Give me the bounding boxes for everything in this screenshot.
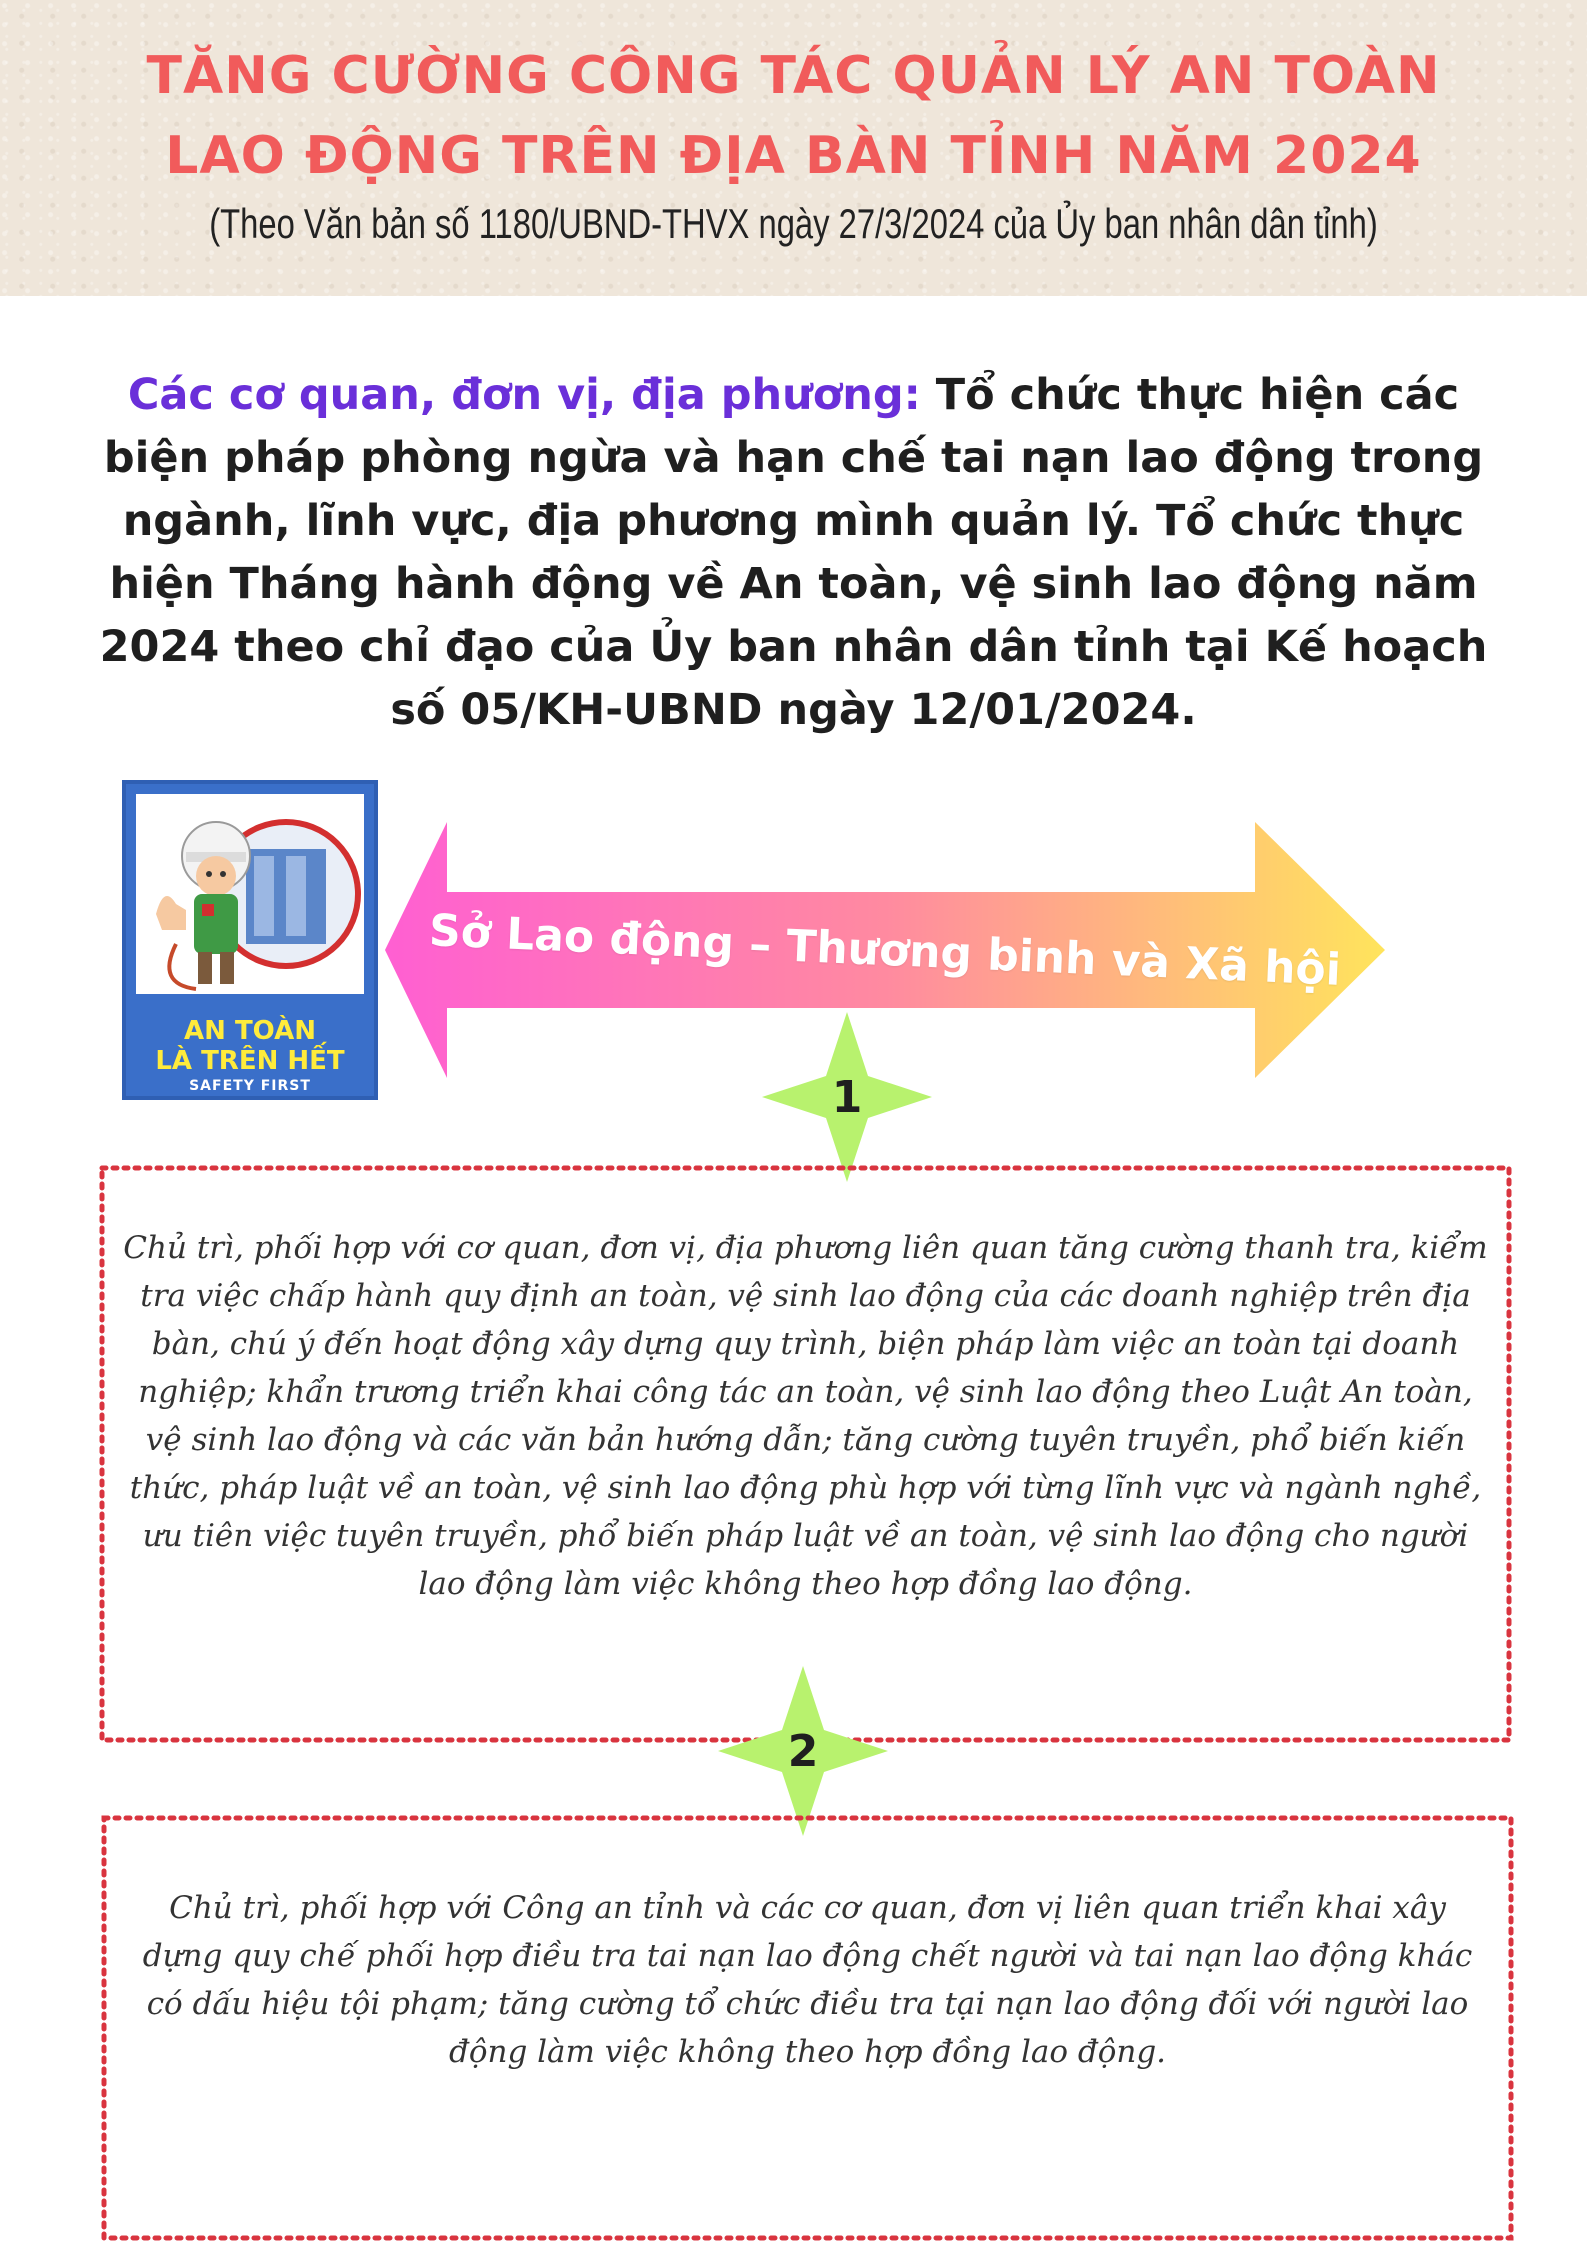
intro-paragraph	[80, 364, 1507, 742]
number-2: 2	[787, 1725, 819, 1777]
number-badge-2	[718, 1666, 888, 1836]
number-1: 1	[831, 1071, 863, 1123]
logo-text-safety-first: SAFETY FIRST	[189, 1078, 311, 1094]
intro-body: Tổ chức thực hiện các biện pháp phòng ngừa và hạn chế tai nạn lao động trong ngành, lĩnh vực, địa phương mình quản lý. Tổ chức thực hiện Tháng hành động về An toàn, vệ sinh lao động năm 2024 theo chỉ đạo của Ủy ban nhân dân tỉnh tại Kế hoạch số 05/KH-UBND ngày 12/01/2024.	[99, 370, 1488, 735]
item-box-1	[98, 1164, 1513, 1744]
worker-icon	[136, 794, 364, 994]
header-banner	[0, 0, 1587, 296]
item-box-2	[100, 1814, 1515, 2242]
safety-first-logo	[122, 780, 378, 1100]
title-line-2: LAO ĐỘNG TRÊN ĐỊA BÀN TỈNH NĂM 2024	[165, 126, 1422, 186]
item-text-1: Chủ trì, phối hợp với cơ quan, đơn vị, địa phương liên quan tăng cường thanh tra, kiểm tra việc chấp hành quy định an toàn, vệ sinh lao động của các doanh nghiệp trên địa bàn, chú ý đến hoạt động xây dựng quy trình, biện pháp làm việc an toàn tại doanh nghiệp; khẩn trương triển khai công tác an toàn, vệ sinh lao động theo Luật An toàn, vệ sinh lao động và các văn bản hướng dẫn; tăng cường tuyên truyền, phổ biến kiến thức, pháp luật về an toàn, vệ sinh lao động phù hợp với từng lĩnh vực và ngành nghề, ưu tiên việc tuyên truyền, phổ biến pháp luật về an toàn, vệ sinh lao động cho người lao động làm việc không theo hợp đồng lao động.	[123, 1230, 1488, 1602]
logo-text-la-tren-het: LÀ TRÊN HẾT	[155, 1046, 345, 1076]
title-line-1: TĂNG CƯỜNG CÔNG TÁC QUẢN LÝ AN TOÀN	[146, 46, 1441, 106]
item-text-2: Chủ trì, phối hợp với Công an tỉnh và các cơ quan, đơn vị liên quan triển khai xây dựng quy chế phối hợp điều tra tai nạn lao động chết người và tai nạn lao động khác có dấu hiệu tội phạm; tăng cường tổ chức điều tra tại nạn lao động đối với người lao động làm việc không theo hợp đồng lao động.	[142, 1890, 1473, 2070]
intro-lead: Các cơ quan, đơn vị, địa phương:	[127, 370, 921, 420]
subtitle: (Theo Văn bản số 1180/UBND-THVX ngày 27/3/2024 của Ủy ban nhân dân tỉnh)	[209, 200, 1378, 247]
worker-illustration	[136, 794, 364, 994]
logo-text-an-toan: AN TOÀN	[184, 1016, 316, 1046]
arrow-label: Sở Lao động – Thương binh và Xã hội	[428, 904, 1342, 996]
number-badge-1	[762, 1012, 932, 1182]
